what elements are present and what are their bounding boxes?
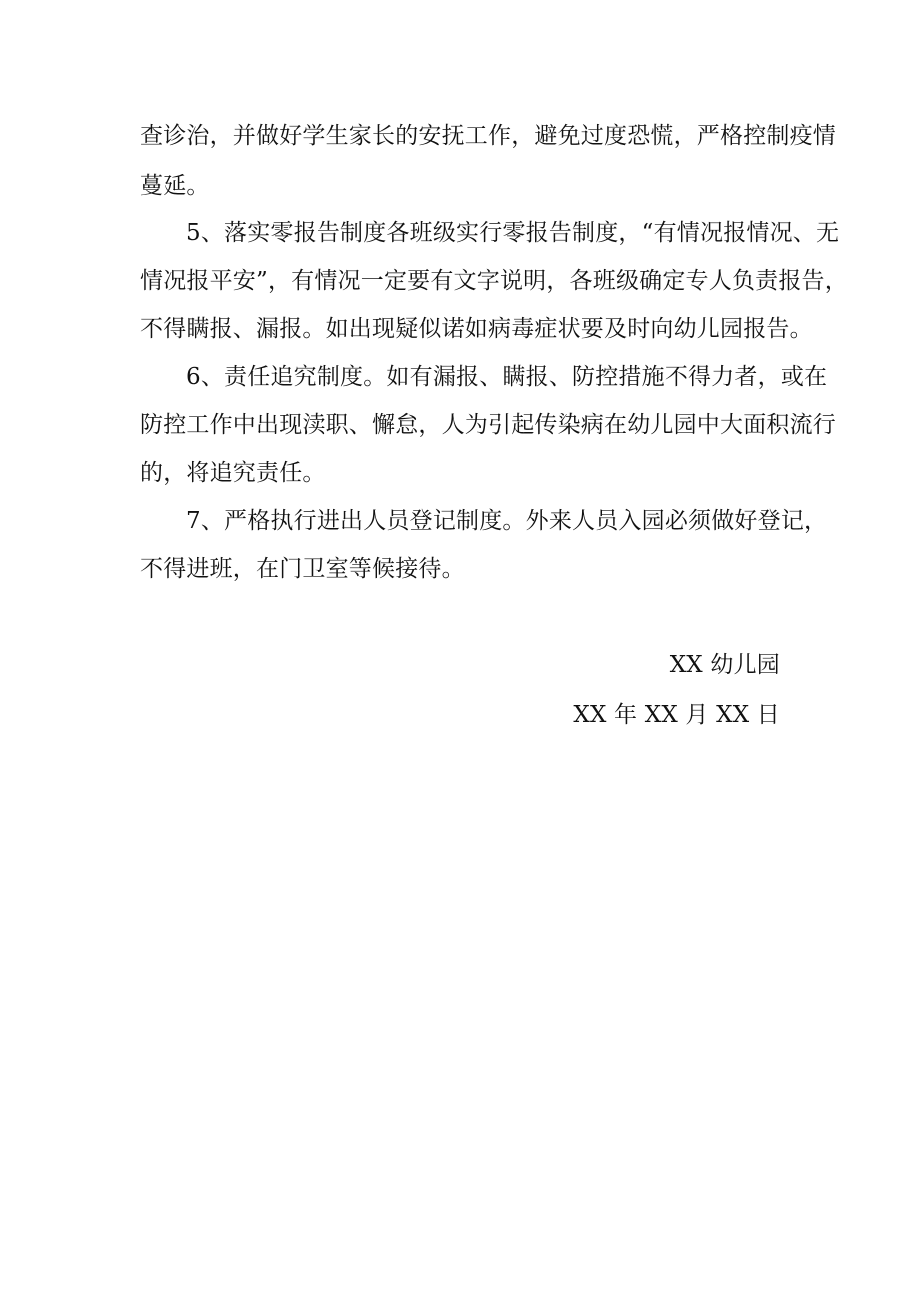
paragraph-line: 5、落实零报告制度各班级实行零报告制度，“有情况报情况、无 xyxy=(186,220,840,246)
signature-date: XX 年 XX 月 XX 日 xyxy=(573,702,780,728)
paragraph-line: 不得瞒报、漏报。如出现疑似诺如病毒症状要及时向幼儿园报告。 xyxy=(140,316,813,342)
paragraph-line: 7、严格执行进出人员登记制度。外来人员入园必须做好登记， xyxy=(186,508,828,534)
paragraph-line: 不得进班，在门卫室等候接待。 xyxy=(140,556,465,582)
paragraph-line: 6、责任追究制度。如有漏报、瞒报、防控措施不得力者，或在 xyxy=(186,364,828,390)
paragraph-line: 蔓延。 xyxy=(140,173,210,199)
paragraph-line: 防控工作中出现渎职、懈怠，人为引起传染病在幼儿园中大面积流行 xyxy=(140,412,836,438)
paragraph-line: 的，将追究责任。 xyxy=(140,460,326,486)
paragraph-line: 查诊治，并做好学生家长的安抚工作，避免过度恐慌，严格控制疫情 xyxy=(140,123,836,149)
signature-organization: XX 幼儿园 xyxy=(669,652,780,678)
paragraph-line: 情况报平安”，有情况一定要有文字说明，各班级确定专人负责报告， xyxy=(140,268,848,294)
